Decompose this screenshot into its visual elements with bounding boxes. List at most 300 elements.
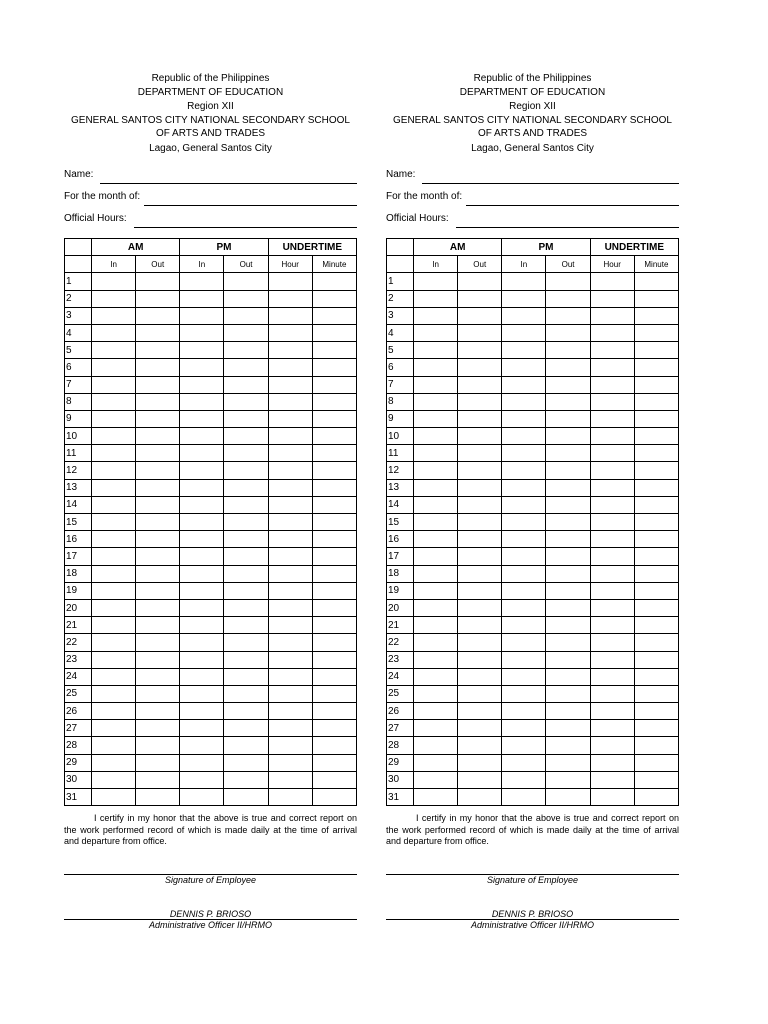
time-entry-cell[interactable]	[136, 789, 180, 806]
time-entry-cell[interactable]	[224, 789, 268, 806]
time-entry-cell[interactable]	[546, 496, 590, 513]
time-entry-cell[interactable]	[590, 617, 634, 634]
time-entry-cell[interactable]	[414, 445, 458, 462]
time-entry-cell[interactable]	[414, 720, 458, 737]
time-entry-cell[interactable]	[458, 668, 502, 685]
time-entry-cell[interactable]	[312, 393, 356, 410]
time-entry-cell[interactable]	[546, 548, 590, 565]
time-entry-cell[interactable]	[546, 685, 590, 702]
time-entry-cell[interactable]	[590, 599, 634, 616]
time-entry-cell[interactable]	[590, 324, 634, 341]
time-entry-cell[interactable]	[502, 754, 546, 771]
time-entry-cell[interactable]	[180, 720, 224, 737]
time-entry-cell[interactable]	[546, 359, 590, 376]
time-entry-cell[interactable]	[268, 324, 312, 341]
time-entry-cell[interactable]	[224, 496, 268, 513]
time-entry-cell[interactable]	[546, 342, 590, 359]
time-entry-cell[interactable]	[634, 514, 678, 531]
time-entry-cell[interactable]	[136, 703, 180, 720]
time-entry-cell[interactable]	[224, 548, 268, 565]
time-entry-cell[interactable]	[224, 445, 268, 462]
time-entry-cell[interactable]	[92, 737, 136, 754]
time-entry-cell[interactable]	[590, 651, 634, 668]
time-entry-cell[interactable]	[502, 462, 546, 479]
time-entry-cell[interactable]	[136, 651, 180, 668]
time-entry-cell[interactable]	[458, 565, 502, 582]
time-entry-cell[interactable]	[414, 290, 458, 307]
time-entry-cell[interactable]	[224, 599, 268, 616]
time-entry-cell[interactable]	[180, 307, 224, 324]
time-entry-cell[interactable]	[224, 531, 268, 548]
time-entry-cell[interactable]	[312, 582, 356, 599]
time-entry-cell[interactable]	[634, 599, 678, 616]
time-entry-cell[interactable]	[590, 531, 634, 548]
time-entry-cell[interactable]	[414, 548, 458, 565]
time-entry-cell[interactable]	[180, 496, 224, 513]
time-entry-cell[interactable]	[458, 479, 502, 496]
time-entry-cell[interactable]	[458, 582, 502, 599]
time-entry-cell[interactable]	[634, 737, 678, 754]
time-entry-cell[interactable]	[268, 514, 312, 531]
time-entry-cell[interactable]	[312, 720, 356, 737]
time-entry-cell[interactable]	[136, 754, 180, 771]
time-entry-cell[interactable]	[180, 445, 224, 462]
time-entry-cell[interactable]	[546, 651, 590, 668]
time-entry-cell[interactable]	[224, 737, 268, 754]
time-entry-cell[interactable]	[312, 273, 356, 290]
time-entry-cell[interactable]	[414, 496, 458, 513]
time-entry-cell[interactable]	[224, 376, 268, 393]
time-entry-cell[interactable]	[414, 393, 458, 410]
time-entry-cell[interactable]	[268, 393, 312, 410]
time-entry-cell[interactable]	[590, 393, 634, 410]
time-entry-cell[interactable]	[502, 410, 546, 427]
time-entry-cell[interactable]	[458, 359, 502, 376]
time-entry-cell[interactable]	[546, 514, 590, 531]
time-entry-cell[interactable]	[136, 410, 180, 427]
time-entry-cell[interactable]	[634, 462, 678, 479]
time-entry-cell[interactable]	[502, 737, 546, 754]
time-entry-cell[interactable]	[502, 582, 546, 599]
time-entry-cell[interactable]	[92, 342, 136, 359]
time-entry-cell[interactable]	[268, 462, 312, 479]
time-entry-cell[interactable]	[458, 634, 502, 651]
time-entry-cell[interactable]	[458, 703, 502, 720]
time-entry-cell[interactable]	[634, 290, 678, 307]
time-entry-cell[interactable]	[502, 428, 546, 445]
time-entry-cell[interactable]	[458, 599, 502, 616]
time-entry-cell[interactable]	[268, 668, 312, 685]
time-entry-cell[interactable]	[634, 754, 678, 771]
time-entry-cell[interactable]	[180, 273, 224, 290]
time-entry-cell[interactable]	[268, 685, 312, 702]
time-entry-cell[interactable]	[136, 771, 180, 788]
time-entry-cell[interactable]	[92, 428, 136, 445]
time-entry-cell[interactable]	[312, 307, 356, 324]
time-entry-cell[interactable]	[136, 290, 180, 307]
time-entry-cell[interactable]	[312, 496, 356, 513]
time-entry-cell[interactable]	[224, 324, 268, 341]
time-entry-cell[interactable]	[590, 668, 634, 685]
time-entry-cell[interactable]	[136, 531, 180, 548]
time-entry-cell[interactable]	[634, 617, 678, 634]
time-entry-cell[interactable]	[92, 789, 136, 806]
time-entry-cell[interactable]	[92, 445, 136, 462]
time-entry-cell[interactable]	[268, 359, 312, 376]
time-entry-cell[interactable]	[92, 393, 136, 410]
time-entry-cell[interactable]	[502, 342, 546, 359]
time-entry-cell[interactable]	[268, 771, 312, 788]
time-entry-cell[interactable]	[268, 376, 312, 393]
time-entry-cell[interactable]	[268, 720, 312, 737]
time-entry-cell[interactable]	[180, 703, 224, 720]
time-entry-cell[interactable]	[224, 290, 268, 307]
time-entry-cell[interactable]	[458, 410, 502, 427]
time-entry-cell[interactable]	[312, 634, 356, 651]
time-entry-cell[interactable]	[268, 737, 312, 754]
time-entry-cell[interactable]	[502, 273, 546, 290]
time-entry-cell[interactable]	[414, 771, 458, 788]
time-entry-cell[interactable]	[180, 582, 224, 599]
time-entry-cell[interactable]	[590, 771, 634, 788]
time-entry-cell[interactable]	[414, 599, 458, 616]
time-entry-cell[interactable]	[224, 685, 268, 702]
time-entry-cell[interactable]	[458, 445, 502, 462]
time-entry-cell[interactable]	[590, 789, 634, 806]
time-entry-cell[interactable]	[634, 496, 678, 513]
time-entry-cell[interactable]	[634, 342, 678, 359]
time-entry-cell[interactable]	[312, 479, 356, 496]
time-entry-cell[interactable]	[312, 548, 356, 565]
time-entry-cell[interactable]	[546, 582, 590, 599]
time-entry-cell[interactable]	[268, 342, 312, 359]
time-entry-cell[interactable]	[414, 342, 458, 359]
time-entry-cell[interactable]	[590, 548, 634, 565]
time-entry-cell[interactable]	[502, 376, 546, 393]
time-entry-cell[interactable]	[224, 651, 268, 668]
time-entry-cell[interactable]	[634, 582, 678, 599]
time-entry-cell[interactable]	[458, 342, 502, 359]
time-entry-cell[interactable]	[458, 651, 502, 668]
time-entry-cell[interactable]	[414, 617, 458, 634]
time-entry-cell[interactable]	[458, 754, 502, 771]
time-entry-cell[interactable]	[590, 737, 634, 754]
time-entry-cell[interactable]	[92, 582, 136, 599]
time-entry-cell[interactable]	[590, 359, 634, 376]
time-entry-cell[interactable]	[502, 634, 546, 651]
time-entry-cell[interactable]	[268, 445, 312, 462]
time-entry-cell[interactable]	[634, 479, 678, 496]
time-entry-cell[interactable]	[92, 634, 136, 651]
time-entry-cell[interactable]	[546, 668, 590, 685]
time-entry-cell[interactable]	[414, 789, 458, 806]
time-entry-cell[interactable]	[634, 565, 678, 582]
time-entry-cell[interactable]	[180, 599, 224, 616]
time-entry-cell[interactable]	[502, 359, 546, 376]
time-entry-cell[interactable]	[180, 324, 224, 341]
time-entry-cell[interactable]	[590, 307, 634, 324]
time-entry-cell[interactable]	[502, 599, 546, 616]
time-entry-cell[interactable]	[458, 617, 502, 634]
time-entry-cell[interactable]	[414, 582, 458, 599]
time-entry-cell[interactable]	[414, 410, 458, 427]
time-entry-cell[interactable]	[546, 462, 590, 479]
time-entry-cell[interactable]	[268, 290, 312, 307]
time-entry-cell[interactable]	[502, 393, 546, 410]
time-entry-cell[interactable]	[268, 410, 312, 427]
time-entry-cell[interactable]	[268, 789, 312, 806]
time-entry-cell[interactable]	[224, 771, 268, 788]
time-entry-cell[interactable]	[590, 685, 634, 702]
time-entry-cell[interactable]	[312, 324, 356, 341]
time-entry-cell[interactable]	[224, 462, 268, 479]
time-entry-cell[interactable]	[136, 428, 180, 445]
time-entry-cell[interactable]	[546, 273, 590, 290]
time-entry-cell[interactable]	[92, 479, 136, 496]
time-entry-cell[interactable]	[502, 531, 546, 548]
time-entry-cell[interactable]	[502, 651, 546, 668]
time-entry-cell[interactable]	[590, 582, 634, 599]
time-entry-cell[interactable]	[458, 324, 502, 341]
time-entry-cell[interactable]	[502, 668, 546, 685]
time-entry-cell[interactable]	[180, 410, 224, 427]
time-entry-cell[interactable]	[546, 479, 590, 496]
time-entry-cell[interactable]	[312, 428, 356, 445]
time-entry-cell[interactable]	[546, 599, 590, 616]
time-entry-cell[interactable]	[180, 617, 224, 634]
time-entry-cell[interactable]	[312, 789, 356, 806]
time-entry-cell[interactable]	[180, 359, 224, 376]
time-entry-cell[interactable]	[136, 720, 180, 737]
time-entry-cell[interactable]	[136, 479, 180, 496]
time-entry-cell[interactable]	[546, 428, 590, 445]
time-entry-cell[interactable]	[268, 703, 312, 720]
time-entry-cell[interactable]	[224, 617, 268, 634]
time-entry-cell[interactable]	[180, 290, 224, 307]
time-entry-cell[interactable]	[634, 376, 678, 393]
time-entry-cell[interactable]	[546, 565, 590, 582]
time-entry-cell[interactable]	[268, 548, 312, 565]
time-entry-cell[interactable]	[502, 548, 546, 565]
time-entry-cell[interactable]	[590, 754, 634, 771]
time-entry-cell[interactable]	[634, 428, 678, 445]
time-entry-cell[interactable]	[224, 479, 268, 496]
time-entry-cell[interactable]	[458, 307, 502, 324]
time-entry-cell[interactable]	[180, 428, 224, 445]
time-entry-cell[interactable]	[312, 376, 356, 393]
time-entry-cell[interactable]	[312, 359, 356, 376]
time-entry-cell[interactable]	[546, 376, 590, 393]
time-entry-cell[interactable]	[136, 496, 180, 513]
time-entry-cell[interactable]	[92, 531, 136, 548]
time-entry-cell[interactable]	[590, 514, 634, 531]
time-entry-cell[interactable]	[458, 720, 502, 737]
time-entry-cell[interactable]	[546, 324, 590, 341]
time-entry-cell[interactable]	[224, 273, 268, 290]
time-entry-cell[interactable]	[312, 410, 356, 427]
time-entry-cell[interactable]	[180, 685, 224, 702]
time-entry-cell[interactable]	[458, 428, 502, 445]
time-entry-cell[interactable]	[414, 737, 458, 754]
time-entry-cell[interactable]	[590, 634, 634, 651]
time-entry-cell[interactable]	[590, 720, 634, 737]
time-entry-cell[interactable]	[502, 496, 546, 513]
time-entry-cell[interactable]	[136, 307, 180, 324]
time-entry-cell[interactable]	[92, 514, 136, 531]
time-entry-cell[interactable]	[546, 393, 590, 410]
time-entry-cell[interactable]	[458, 685, 502, 702]
time-entry-cell[interactable]	[224, 410, 268, 427]
time-entry-cell[interactable]	[634, 393, 678, 410]
time-entry-cell[interactable]	[590, 428, 634, 445]
time-entry-cell[interactable]	[136, 376, 180, 393]
time-entry-cell[interactable]	[634, 703, 678, 720]
time-entry-cell[interactable]	[590, 410, 634, 427]
time-entry-cell[interactable]	[312, 445, 356, 462]
time-entry-cell[interactable]	[92, 703, 136, 720]
time-entry-cell[interactable]	[180, 342, 224, 359]
time-entry-cell[interactable]	[136, 514, 180, 531]
time-entry-cell[interactable]	[502, 479, 546, 496]
time-entry-cell[interactable]	[590, 342, 634, 359]
time-entry-cell[interactable]	[590, 462, 634, 479]
time-entry-cell[interactable]	[224, 668, 268, 685]
time-entry-cell[interactable]	[92, 617, 136, 634]
time-entry-cell[interactable]	[136, 599, 180, 616]
time-entry-cell[interactable]	[458, 514, 502, 531]
time-entry-cell[interactable]	[502, 307, 546, 324]
time-entry-cell[interactable]	[180, 668, 224, 685]
time-entry-cell[interactable]	[136, 737, 180, 754]
time-entry-cell[interactable]	[92, 548, 136, 565]
time-entry-cell[interactable]	[546, 703, 590, 720]
time-entry-cell[interactable]	[136, 393, 180, 410]
time-entry-cell[interactable]	[180, 531, 224, 548]
time-entry-cell[interactable]	[268, 496, 312, 513]
time-entry-cell[interactable]	[634, 634, 678, 651]
time-entry-cell[interactable]	[224, 428, 268, 445]
time-entry-cell[interactable]	[136, 273, 180, 290]
time-entry-cell[interactable]	[634, 685, 678, 702]
time-entry-cell[interactable]	[458, 496, 502, 513]
time-entry-cell[interactable]	[268, 479, 312, 496]
time-entry-cell[interactable]	[224, 342, 268, 359]
time-entry-cell[interactable]	[92, 599, 136, 616]
time-entry-cell[interactable]	[136, 359, 180, 376]
time-entry-cell[interactable]	[634, 307, 678, 324]
time-entry-cell[interactable]	[92, 376, 136, 393]
time-entry-cell[interactable]	[414, 479, 458, 496]
time-entry-cell[interactable]	[312, 290, 356, 307]
time-entry-cell[interactable]	[136, 342, 180, 359]
time-entry-cell[interactable]	[590, 479, 634, 496]
time-entry-cell[interactable]	[414, 462, 458, 479]
time-entry-cell[interactable]	[458, 531, 502, 548]
time-entry-cell[interactable]	[224, 359, 268, 376]
time-entry-cell[interactable]	[180, 737, 224, 754]
time-entry-cell[interactable]	[502, 290, 546, 307]
time-entry-cell[interactable]	[458, 737, 502, 754]
time-entry-cell[interactable]	[414, 359, 458, 376]
time-entry-cell[interactable]	[180, 565, 224, 582]
time-entry-cell[interactable]	[224, 754, 268, 771]
time-entry-cell[interactable]	[180, 514, 224, 531]
time-entry-cell[interactable]	[546, 445, 590, 462]
time-entry-cell[interactable]	[546, 720, 590, 737]
time-entry-cell[interactable]	[546, 789, 590, 806]
time-entry-cell[interactable]	[414, 703, 458, 720]
time-entry-cell[interactable]	[224, 720, 268, 737]
time-entry-cell[interactable]	[180, 376, 224, 393]
time-entry-cell[interactable]	[414, 307, 458, 324]
time-entry-cell[interactable]	[224, 634, 268, 651]
time-entry-cell[interactable]	[458, 290, 502, 307]
time-entry-cell[interactable]	[180, 479, 224, 496]
time-entry-cell[interactable]	[224, 565, 268, 582]
time-entry-cell[interactable]	[634, 668, 678, 685]
time-entry-cell[interactable]	[312, 617, 356, 634]
time-entry-cell[interactable]	[136, 668, 180, 685]
time-entry-cell[interactable]	[136, 565, 180, 582]
time-entry-cell[interactable]	[414, 754, 458, 771]
time-entry-cell[interactable]	[268, 617, 312, 634]
time-entry-cell[interactable]	[312, 703, 356, 720]
time-entry-cell[interactable]	[590, 290, 634, 307]
time-entry-cell[interactable]	[502, 771, 546, 788]
time-entry-cell[interactable]	[634, 445, 678, 462]
time-entry-cell[interactable]	[224, 307, 268, 324]
time-entry-cell[interactable]	[180, 789, 224, 806]
time-entry-cell[interactable]	[312, 531, 356, 548]
time-entry-cell[interactable]	[136, 617, 180, 634]
time-entry-cell[interactable]	[634, 410, 678, 427]
time-entry-cell[interactable]	[92, 359, 136, 376]
time-entry-cell[interactable]	[92, 668, 136, 685]
time-entry-cell[interactable]	[414, 273, 458, 290]
time-entry-cell[interactable]	[634, 273, 678, 290]
time-entry-cell[interactable]	[590, 273, 634, 290]
time-entry-cell[interactable]	[458, 273, 502, 290]
time-entry-cell[interactable]	[268, 428, 312, 445]
time-entry-cell[interactable]	[546, 307, 590, 324]
time-entry-cell[interactable]	[180, 651, 224, 668]
time-entry-cell[interactable]	[312, 737, 356, 754]
time-entry-cell[interactable]	[502, 720, 546, 737]
time-entry-cell[interactable]	[268, 754, 312, 771]
time-entry-cell[interactable]	[414, 514, 458, 531]
time-entry-cell[interactable]	[546, 617, 590, 634]
time-entry-cell[interactable]	[414, 428, 458, 445]
time-entry-cell[interactable]	[546, 531, 590, 548]
time-entry-cell[interactable]	[458, 771, 502, 788]
time-entry-cell[interactable]	[546, 754, 590, 771]
time-entry-cell[interactable]	[180, 634, 224, 651]
time-entry-cell[interactable]	[268, 651, 312, 668]
time-entry-cell[interactable]	[136, 582, 180, 599]
time-entry-cell[interactable]	[502, 617, 546, 634]
time-entry-cell[interactable]	[224, 582, 268, 599]
time-entry-cell[interactable]	[268, 582, 312, 599]
time-entry-cell[interactable]	[634, 359, 678, 376]
time-entry-cell[interactable]	[136, 548, 180, 565]
time-entry-cell[interactable]	[590, 565, 634, 582]
time-entry-cell[interactable]	[92, 720, 136, 737]
time-entry-cell[interactable]	[590, 376, 634, 393]
time-entry-cell[interactable]	[180, 754, 224, 771]
time-entry-cell[interactable]	[224, 703, 268, 720]
time-entry-cell[interactable]	[414, 634, 458, 651]
time-entry-cell[interactable]	[458, 462, 502, 479]
